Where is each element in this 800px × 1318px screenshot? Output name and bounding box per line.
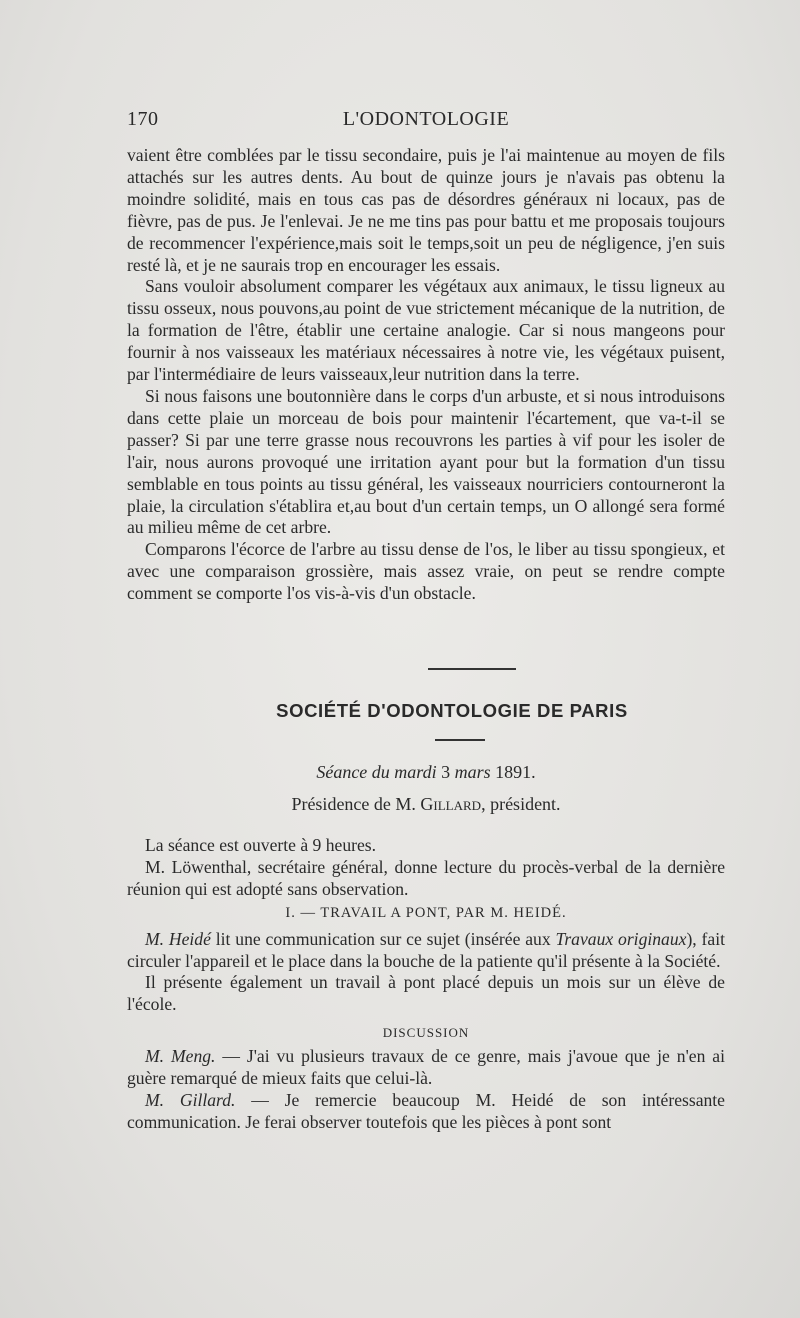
- agenda-item-heading: I. — TRAVAIL A PONT, PAR M. HEIDÉ.: [285, 904, 567, 921]
- paragraph: [127, 1046, 725, 1090]
- speaker-name: M. Gillard.: [145, 1089, 236, 1110]
- page-number: 170: [127, 108, 159, 130]
- seance-day: 3: [441, 762, 451, 782]
- journal-section: Travaux originaux: [555, 928, 687, 949]
- seance-year: 1891.: [495, 762, 536, 782]
- running-title: L'ODONTOLOGIE: [342, 108, 510, 130]
- article-body-top: [127, 145, 725, 605]
- seance-date: [127, 762, 725, 783]
- paragraph: Comparons l'écorce de l'arbre au tissu dense de l'os, le liber au tissu spongieux, et avec une comparaison grossière, mais assez vraie, on peut se rendre compte comment se comporte l'os vis-à-vis d'un obstacle.: [127, 539, 725, 604]
- paragraph: vaient être comblées par le tissu secondaire, puis je l'ai maintenue au moyen de fils attachés sur les autres dents. Au bout de quinze jours je n'avais pas obtenu la moindre solidité, mais en tous cas pas de désordres généraux ni locaux, pas de fièvre, pas de pus. Je l'enlevai. Je ne me tins pas pour battu et me proposais toujours de recommencer l'expérience,mais soit le temps,soit un peu de négligence, j'en suis resté là, et je ne saurais trop en encourager les essais.: [127, 145, 725, 275]
- paragraph: Sans vouloir absolument comparer les végétaux aux animaux, le tissu ligneux au tissu osseux, nous pouvons,au point de vue strictement mécanique de la nutrition, de la formation de l'être, établir une certaine analogie. Car si nous mangeons pour fournir à nos vaisseaux les matériaux nécessaires à notre vie, les végétaux puisent, par l'intermédiaire de leurs vaisseaux,leur nutrition dans la terre.: [127, 276, 725, 385]
- speaker-name: M. Meng.: [145, 1046, 216, 1067]
- paragraph-text: ), fait circuler l'appareil et le place dans la bouche de la patiente qu'il présente à la Société.: [127, 928, 726, 971]
- paragraph: [127, 929, 725, 973]
- minutes-body: [127, 835, 725, 1134]
- section-divider-top: [428, 668, 516, 670]
- presidence-suffix: , président.: [481, 794, 561, 814]
- discussion-heading: DISCUSSION: [382, 1025, 470, 1041]
- presidence-line: [127, 794, 725, 815]
- paragraph-text: lit une communication sur ce sujet (insérée aux: [210, 928, 556, 949]
- paragraph: [127, 1090, 725, 1134]
- presidence-prefix: Présidence de M.: [291, 794, 416, 814]
- section-title: SOCIÉTÉ D'ODONTOLOGIE DE PARIS: [276, 700, 628, 721]
- paragraph: Si nous faisons une boutonnière dans le corps d'un arbuste, et si nous introduisons dans cette plaie un morceau de bois pour maintenir l'écartement, que va-t-il se passer? Si par une terre grasse nous recouvrons les parties à vif pour les isoler de l'air, nous aurons provoqué une irritation ayant pour but la formation d'un tissu semblable en tous points au tissu général, les vaisseaux nourriciers contourneront la plaie, la circulation s'établira et,au bout d'un certain temps, un O allongé sera formé au milieu même de cet arbre.: [127, 385, 725, 538]
- page-header: [127, 108, 725, 132]
- seance-month: mars: [454, 762, 491, 782]
- section-divider-bottom: [435, 739, 485, 741]
- speaker-name: M. Heidé: [145, 928, 211, 949]
- seance-label: Séance du mardi: [316, 762, 437, 782]
- paragraph: M. Löwenthal, secrétaire général, donne lecture du procès-verbal de la dernière réunion qui est adopté sans observation.: [127, 856, 725, 899]
- president-name: Gillard: [420, 794, 482, 814]
- paragraph-text: — Je remercie beaucoup M. Heidé de son intéressante communication. Je ferai observer toutefois que les pièces à pont sont: [127, 1089, 725, 1132]
- paragraph-text: — J'ai vu plusieurs travaux de ce genre, mais j'avoue que je n'en ai guère remarqué de mieux faits que celui-là.: [127, 1046, 725, 1089]
- paragraph: La séance est ouverte à 9 heures.: [145, 835, 377, 855]
- paragraph: Il présente également un travail à pont placé depuis un mois sur un élève de l'école.: [127, 972, 725, 1015]
